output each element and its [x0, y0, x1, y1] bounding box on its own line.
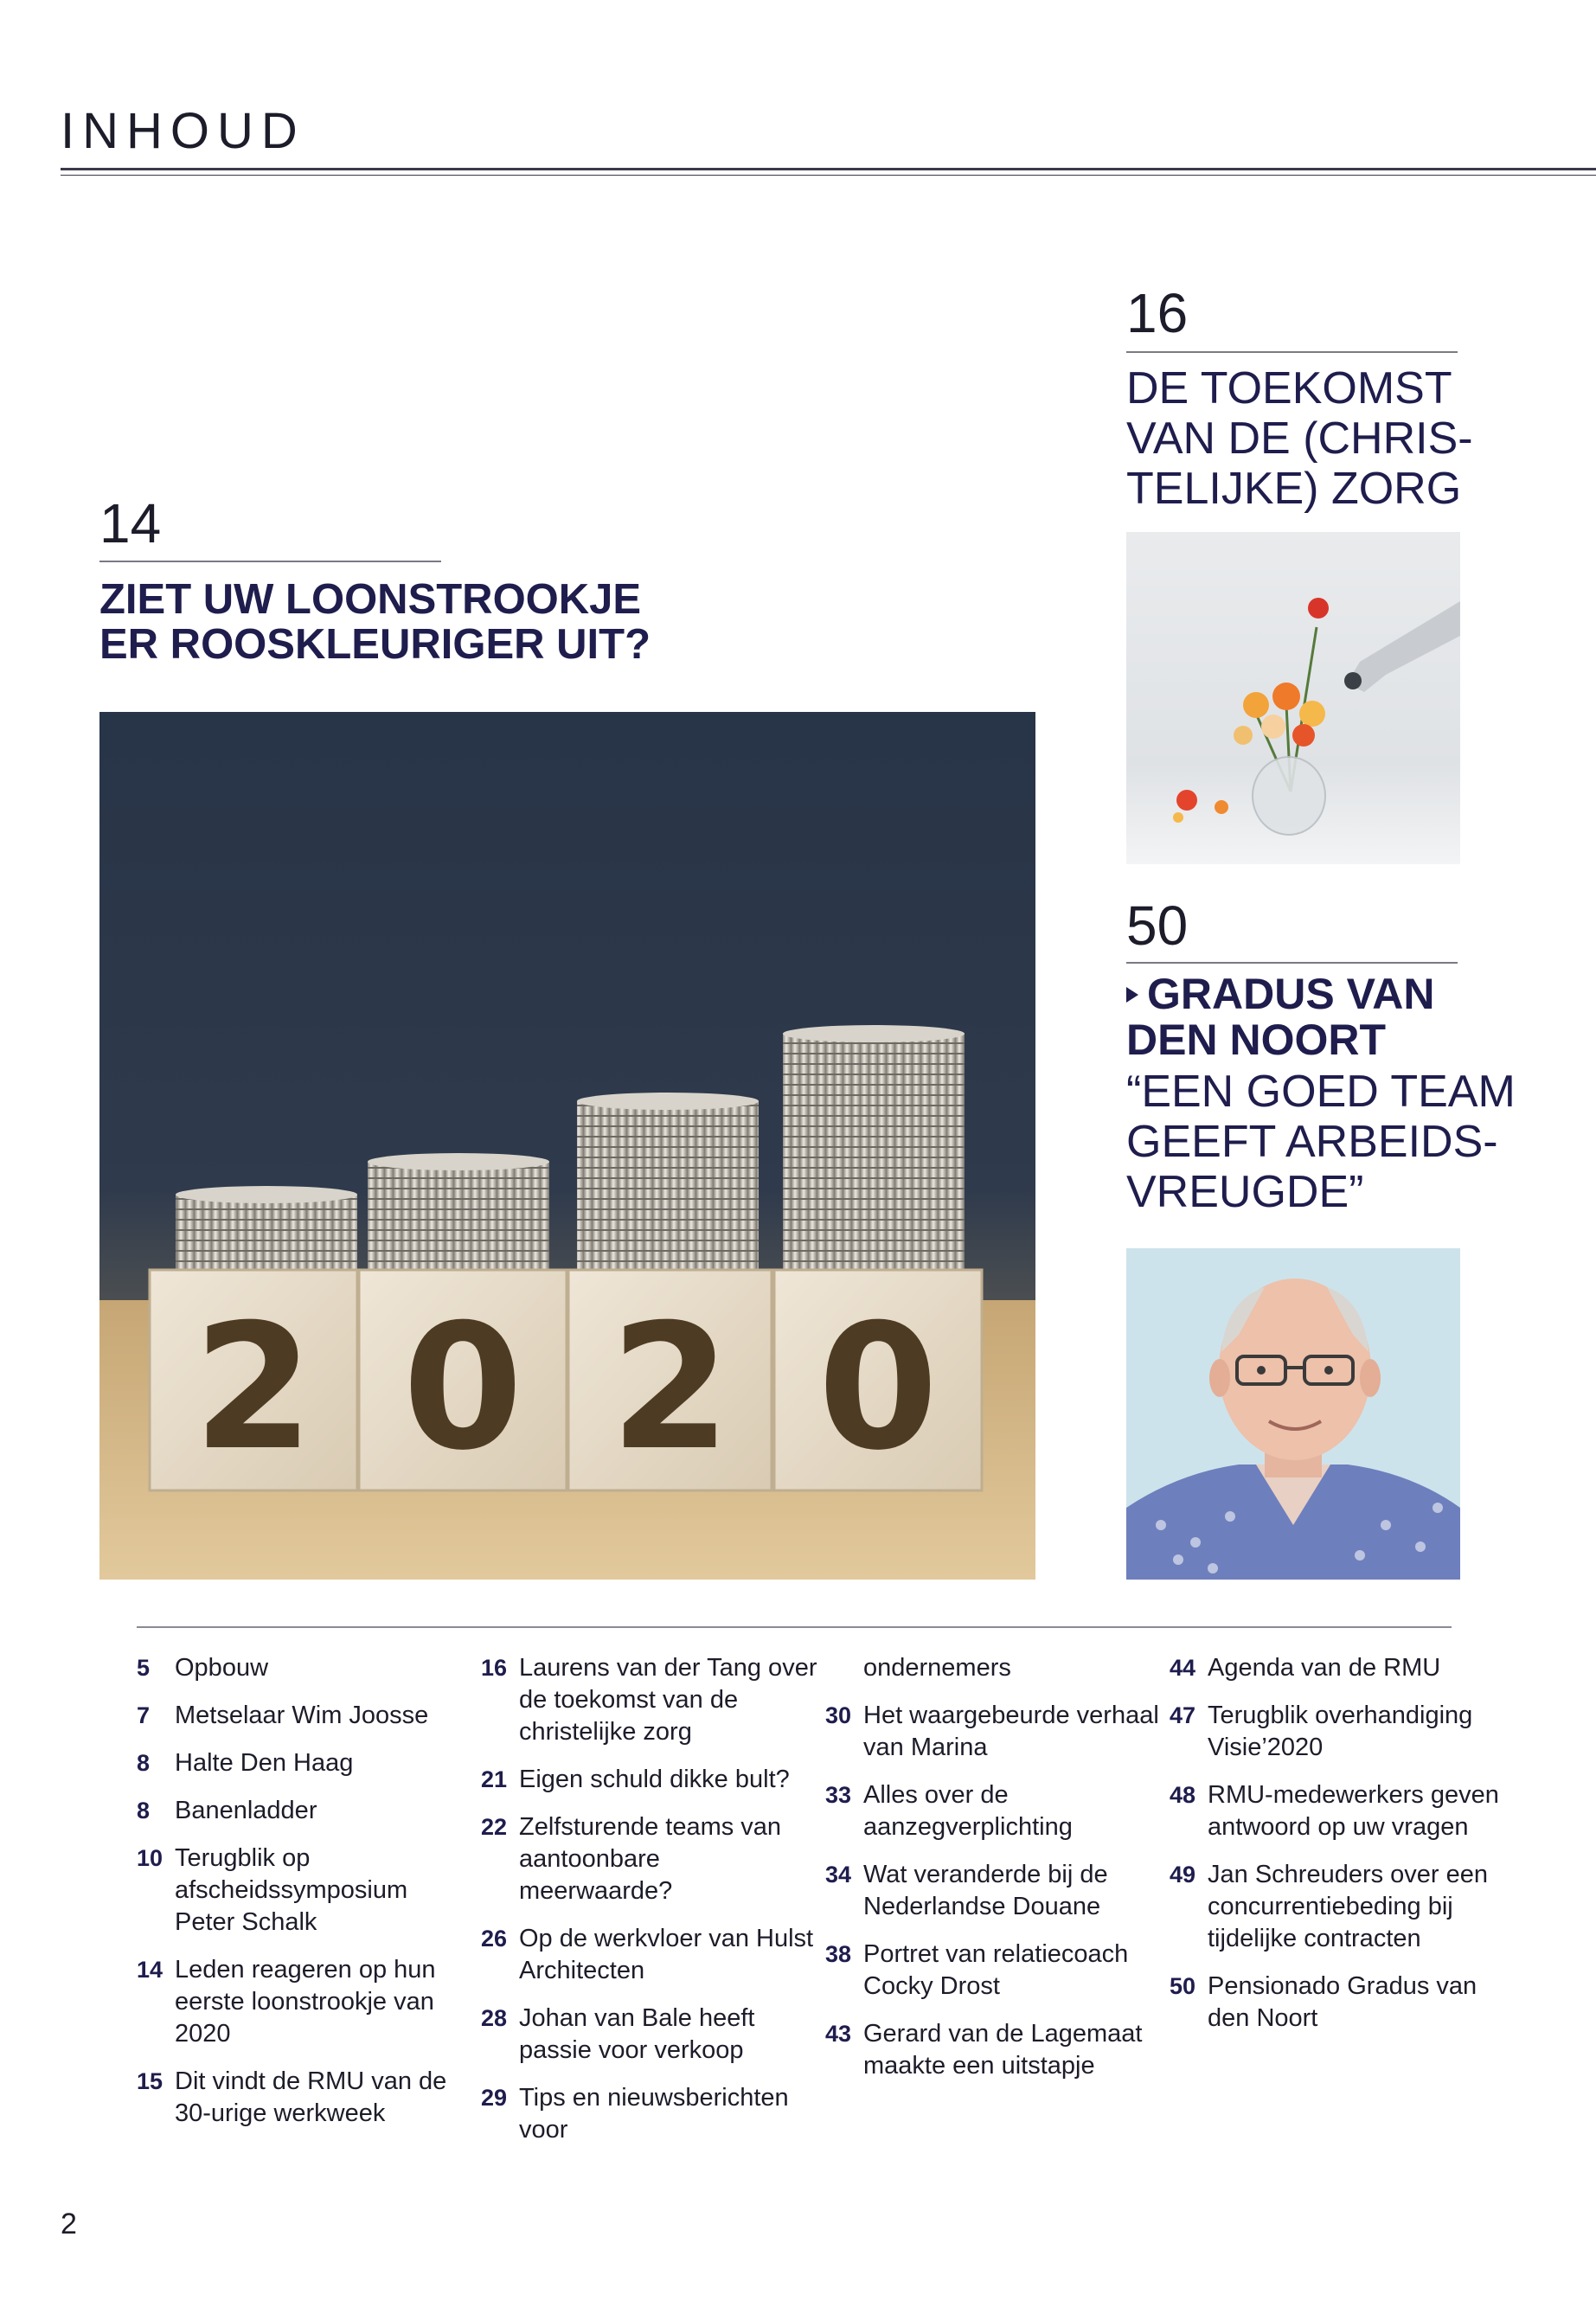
toc-title: Zelfsturende teams van aantoonbare meerwaarde?	[519, 1813, 782, 1905]
toc-page-number: 28	[481, 2005, 508, 2031]
flowers-robot-photo	[1126, 532, 1460, 864]
feature-50-name-line2: DEN NOORT	[1126, 1016, 1386, 1064]
toc-entry[interactable]	[137, 1747, 474, 1779]
toc-rule	[137, 1626, 1452, 1628]
feature-14-title-line1: ZIET UW LOONSTROOKJE	[99, 576, 642, 623]
toc-entry[interactable]	[825, 1652, 1163, 1684]
toc-page-number: 15	[137, 2068, 163, 2094]
toc-title: Metselaar Wim Joosse	[175, 1702, 429, 1729]
toc-entry[interactable]	[481, 1652, 818, 1748]
toc-title: RMU-medewerkers geven antwoord op uw vragen	[1208, 1781, 1499, 1841]
feature-16-title-line3: TELIJKE) ZORG	[1126, 464, 1462, 515]
toc-entry[interactable]	[1170, 1779, 1507, 1843]
feature-16-title-line1: DE TOEKOMST	[1126, 363, 1452, 413]
toc-entry[interactable]	[481, 1764, 818, 1796]
toc-title: Alles over de aanzegverplichting	[863, 1781, 1073, 1841]
toc-title: Eigen schuld dikke bult?	[519, 1766, 790, 1793]
feature-14-title-line2: ER ROOSKLEURIGER UIT?	[99, 620, 651, 668]
toc-entry[interactable]	[1170, 1652, 1507, 1684]
toc-entry[interactable]	[825, 1859, 1163, 1923]
toc-entry[interactable]	[825, 1779, 1163, 1843]
feature-16-rule	[1126, 351, 1458, 353]
toc-page-number: 33	[825, 1782, 852, 1808]
toc-page-number: 47	[1170, 1702, 1196, 1728]
toc-title: Portret van relatiecoach Cocky Drost	[863, 1940, 1129, 2000]
toc-title: Op de werkvloer van Hulst Architecten	[519, 1925, 814, 1984]
toc-page-number: 38	[825, 1941, 852, 1967]
toc-page-number: 8	[137, 1798, 151, 1823]
feature-50-number: 50	[1126, 894, 1189, 957]
feature-14-number: 14	[99, 492, 162, 554]
toc-column-4	[1170, 1652, 1507, 2050]
feature-16-number: 16	[1126, 282, 1189, 344]
feature-50-quote-line2: GEEFT ARBEIDS-	[1126, 1117, 1498, 1168]
toc-title: Opbouw	[175, 1654, 269, 1682]
feature-50-name-line1: GRADUS VAN	[1147, 970, 1435, 1018]
toc-title: Banenladder	[175, 1797, 317, 1824]
toc-column-3	[825, 1652, 1163, 2098]
toc-title: Pensionado Gradus van den Noort	[1208, 1972, 1477, 2032]
feature-14-title[interactable]	[99, 578, 651, 668]
toc-page-number: 29	[481, 2085, 508, 2111]
toc-page-number: 5	[137, 1655, 151, 1681]
toc-title: Terugblik overhandiging Visie’2020	[1208, 1702, 1473, 1761]
toc-entry[interactable]	[825, 2018, 1163, 2082]
toc-title: Leden reageren op hun eerste loonstrookje van 2020	[175, 1956, 436, 2048]
toc-entry[interactable]	[1170, 1859, 1507, 1955]
toc-page-number: 44	[1170, 1655, 1196, 1681]
toc-page-number: 48	[1170, 1782, 1196, 1808]
portrait-photo	[1126, 1248, 1460, 1580]
toc-title: Dit vindt de RMU van de 30-urige werkweek	[175, 2067, 447, 2127]
triangle-bullet-icon	[1126, 987, 1138, 1003]
toc-title: Wat veranderde bij de Nederlandse Douane	[863, 1861, 1108, 1920]
toc-page-number: 30	[825, 1702, 852, 1728]
svg-text:2: 2	[193, 1287, 314, 1489]
toc-entry[interactable]	[1170, 1971, 1507, 2035]
toc-page-number: 43	[825, 2021, 852, 2047]
toc-page-number: 16	[481, 1655, 508, 1681]
toc-title: ondernemers	[863, 1654, 1011, 1682]
toc-page-number: 34	[825, 1862, 852, 1888]
feature-16-title[interactable]	[1126, 363, 1473, 515]
page-number: 2	[61, 2208, 77, 2240]
toc-page-number: 21	[481, 1766, 508, 1792]
feature-50-quote-line1: “EEN GOED TEAM	[1126, 1067, 1516, 1117]
toc-page-number: 10	[137, 1845, 163, 1871]
toc-entry[interactable]	[481, 2082, 818, 2146]
feature-16-title-line2: VAN DE (CHRIS-	[1126, 413, 1473, 465]
toc-column-2	[481, 1652, 818, 2162]
svg-text:2: 2	[610, 1287, 731, 1489]
toc-entry[interactable]	[137, 1795, 474, 1827]
toc-page-number: 49	[1170, 1862, 1196, 1888]
toc-title: Het waargebeurde verhaal van Marina	[863, 1702, 1159, 1761]
toc-title: Gerard van de Lagemaat maakte een uitstapje	[863, 2020, 1143, 2080]
toc-page-number: 26	[481, 1926, 508, 1952]
toc-title: Terugblik op afscheidssymposium Peter Schalk	[175, 1844, 408, 1936]
coins-2020-photo	[99, 712, 1035, 1580]
feature-50-title[interactable]	[1126, 971, 1516, 1218]
toc-entry[interactable]	[137, 1843, 474, 1939]
toc-column-1	[137, 1652, 474, 2145]
page-title: INHOUD	[61, 103, 305, 159]
toc-page-number: 8	[137, 1750, 151, 1776]
toc-title: Jan Schreuders over een concurrentiebeding bij tijdelijke contracten	[1208, 1861, 1489, 1952]
toc-page-number: 7	[137, 1702, 151, 1728]
toc-entry[interactable]	[825, 1939, 1163, 2003]
feature-50-rule	[1126, 962, 1458, 964]
header-rule	[61, 168, 1596, 170]
toc-page-number	[825, 1652, 863, 1684]
toc-entry[interactable]	[481, 2003, 818, 2067]
toc-entry[interactable]	[1170, 1700, 1507, 1764]
toc-title: Tips en nieuwsberichten voor	[519, 2084, 789, 2144]
feature-14-rule	[99, 561, 441, 562]
toc-entry[interactable]	[137, 2066, 474, 2130]
toc-title: Laurens van der Tang over de toekomst van de christelijke zorg	[519, 1654, 817, 1746]
toc-title: Agenda van de RMU	[1208, 1654, 1441, 1682]
svg-text:0: 0	[817, 1287, 939, 1489]
feature-50-quote	[1126, 1067, 1516, 1218]
toc-entry[interactable]	[137, 1652, 474, 1684]
toc-entry[interactable]	[481, 1811, 818, 1907]
toc-entry[interactable]	[825, 1700, 1163, 1764]
toc-title: Johan van Bale heeft passie voor verkoop	[519, 2004, 755, 2064]
svg-text:0: 0	[402, 1287, 523, 1489]
toc-page-number: 22	[481, 1814, 508, 1840]
toc-entry[interactable]	[481, 1923, 818, 1987]
feature-50-quote-line3: VREUGDE”	[1126, 1167, 1364, 1218]
toc-entry[interactable]	[137, 1954, 474, 2050]
toc-page-number: 50	[1170, 1973, 1196, 1999]
toc-title: Halte Den Haag	[175, 1749, 354, 1777]
toc-page-number: 14	[137, 1957, 163, 1983]
toc-entry[interactable]	[137, 1700, 474, 1732]
